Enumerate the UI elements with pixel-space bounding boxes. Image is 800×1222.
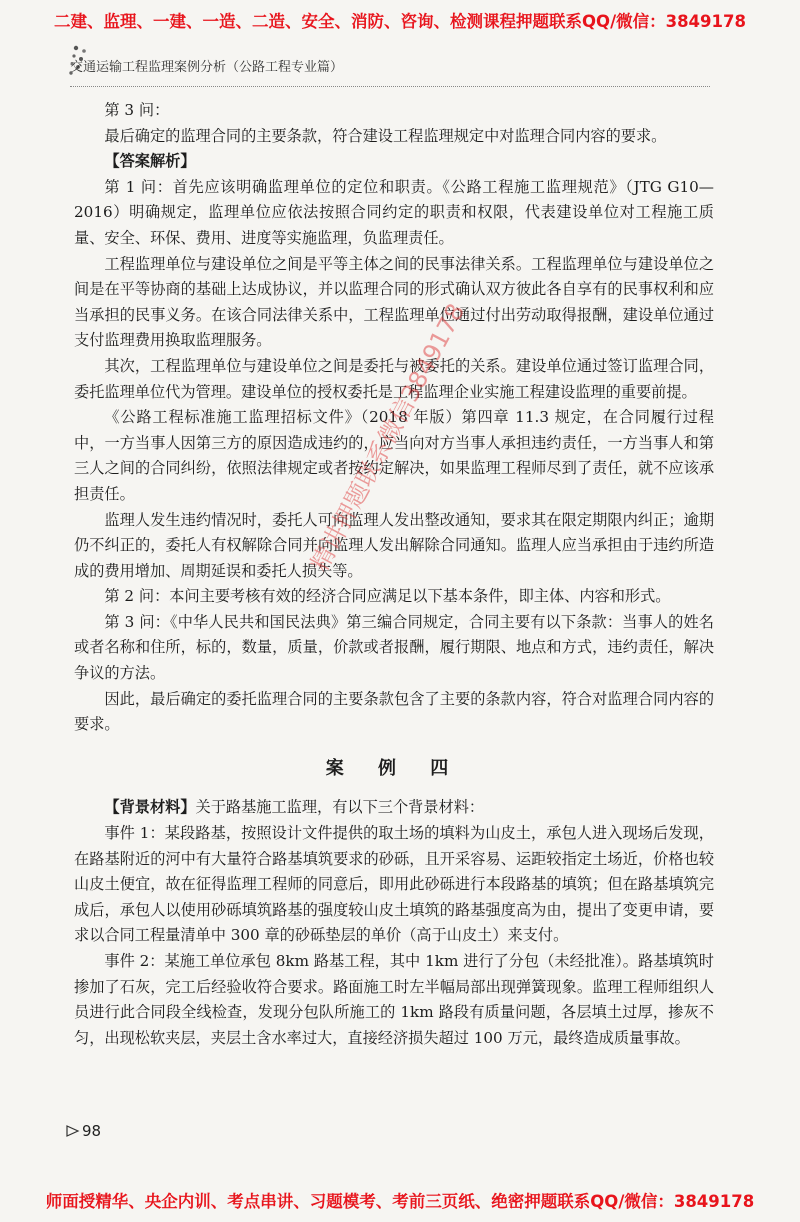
paragraph: 其次，工程监理单位与建设单位之间是委托与被委托的关系。建设单位通过签订监理合同，委托监理单位代为管理。建设单位的授权委托是工程监理企业实施工程建设监理的重要前提。 xyxy=(74,356,714,401)
background-label: 【背景材料】 xyxy=(104,798,196,817)
page-number: 98 xyxy=(82,1122,102,1140)
question-heading: 第 3 问： xyxy=(104,101,170,119)
paragraph: 第 1 问：首先应该明确监理单位的定位和职责。《公路工程施工监理规范》（JTG G10—2016）明确规定，监理单位应依法按照合同约定的职责和权限，代表建设单位对工程施工质量、安全、环保、费用、进度等实施监理，负监理责任。 xyxy=(74,177,714,247)
page-arrow-icon xyxy=(66,1125,80,1137)
running-header xyxy=(70,56,343,75)
diagonal-watermark: 精讲押题联系微信3849178 xyxy=(305,298,471,576)
paragraph: 监理人发生违约情况时，委托人可向监理人发出整改通知，要求其在限定期限内纠正；逾期仍不纠正的，委托人有权解除合同并向监理人发出解除合同通知。监理人应当承担由于违约所造成的费用增加、周期延误和委托人损失等。 xyxy=(74,510,714,580)
paragraph: 最后确定的监理合同的主要条款，符合建设工程监理规定中对监理合同内容的要求。 xyxy=(104,126,667,145)
bottom-red-banner: 师面授精华、央企内训、考点串讲、习题模考、考前三页纸、绝密押题联系QQ/微信：3849178 xyxy=(45,1192,755,1211)
page-body xyxy=(74,98,714,1051)
paragraph: 事件 1：某段路基，按照设计文件提供的取土场的填料为山皮土，承包人进入现场后发现，在路基附近的河中有大量符合路基填筑要求的砂砾，且开采容易、运距较指定土场近，价格也较山皮土便宜，故在征得监理工程师的同意后，即用此砂砾进行本段路基的填筑；但在路基填筑完成后，承包人以使用砂砾填筑路基的强度较山皮土填筑的路基强度高为由，提出了变更申请，要求以合同工程量清单中 300 章的砂砾垫层的单价（高于山皮土）来支付。 xyxy=(74,824,714,945)
page-number-block xyxy=(66,1122,101,1140)
header-title: 交通运输工程监理案例分析（公路工程专业篇） xyxy=(70,60,344,75)
background-intro-text: 关于路基施工监理，有以下三个背景材料： xyxy=(195,798,485,817)
paragraph: 第 3 问：《中华人民共和国民法典》第三编合同规定，合同主要有以下条款：当事人的姓名或者名称和住所，标的，数量，质量，价款或者报酬，履行期限、地点和方式，违约责任，解决争议的方法。 xyxy=(74,612,714,683)
paragraph: 第 2 问：本问主要考核有效的经济合同应满足以下基本条件，即主体、内容和形式。 xyxy=(104,587,671,606)
case-title: 案 例 四 xyxy=(325,757,463,779)
header-divider xyxy=(70,86,710,87)
case-intro xyxy=(74,795,714,821)
paragraph: 《公路工程标准施工监理招标文件》（2018 年版）第四章 11.3 规定，在合同履行过程中，一方当事人因第三方的原因造成违约的，应当向对方当事人承担违约责任，一方当事人和第三人之间的合同纠纷，依照法律规定或者按约定解决，如果监理工程师尽到了责任，就不应该承担责任。 xyxy=(74,408,714,503)
paragraph: 工程监理单位与建设单位之间是平等主体之间的民事法律关系。工程监理单位与建设单位之间是在平等协商的基础上达成协议，并以监理合同的形式确认双方彼此各自享有的民事权利和应当承担的民事义务。在该合同法律关系中，工程监理单位通过付出劳动取得报酬，建设单位通过支付监理费用换取监理服务。 xyxy=(74,254,714,350)
paragraph: 事件 2：某施工单位承包 8km 路基工程，其中 1km 进行了分包（未经批准）。路基填筑时掺加了石灰，完工后经验收符合要求。路面施工时左半幅局部出现弹簧现象。监理工程师组织人员进行此合同段全线检查，发现分包队所施工的 1km 路段有质量问题，各层填土过厚，掺灰不匀，出现松软夹层，夹层土含水率过大，直接经济损失超过 100 万元，最终造成质量事故。 xyxy=(74,952,714,1047)
top-red-banner: 二建、监理、一建、一造、二造、安全、消防、咨询、检测课程押题联系QQ/微信：3849178 xyxy=(54,12,746,31)
paragraph: 因此，最后确定的委托监理合同的主要条款包含了主要的条款内容，符合对监理合同内容的要求。 xyxy=(74,689,714,734)
answer-analysis-heading: 【答案解析】 xyxy=(104,152,196,171)
